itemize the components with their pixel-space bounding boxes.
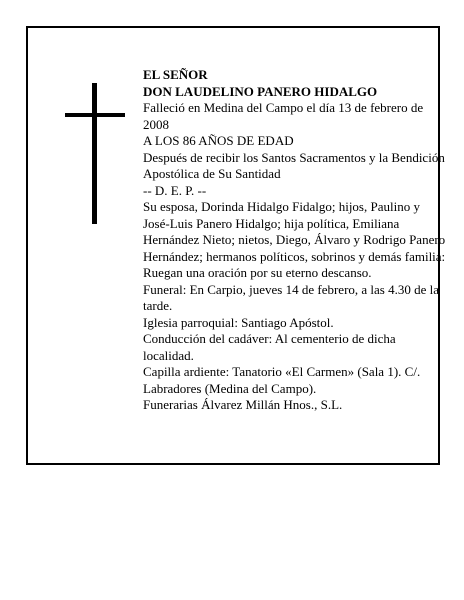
- family-members: Su esposa, Dorinda Hidalgo Fidalgo; hijos, Paulino y José-Luis Panero Hidalgo; hija política, Emiliana Hernández Nieto; nietos, Diego, Álvaro y Rodrigo Panero Hernández; hermanos políticos, sobrinos y demás familia:: [143, 199, 446, 264]
- deceased-name: DON LAUDELINO PANERO HIDALGO: [143, 83, 378, 99]
- prayer-request: Ruegan una oración por su eterno descanso.: [143, 265, 372, 280]
- cross-vertical-bar: [92, 83, 97, 224]
- honorific-title: EL SEÑOR: [143, 67, 208, 82]
- age-at-death: A LOS 86 AÑOS DE EDAD: [143, 133, 294, 148]
- rip-line: -- D. E. P. --: [143, 182, 207, 198]
- funeral-home: Funerarias Álvarez Millán Hnos., S.L.: [143, 397, 343, 412]
- conduction-details: Conducción del cadáver: Al cementerio de dicha localidad.: [143, 331, 396, 363]
- sacraments-text: Después de recibir los Santos Sacramentos y la Bendición Apostólica de Su Santidad: [143, 149, 445, 181]
- cross-horizontal-bar: [65, 113, 125, 117]
- obituary-text: [143, 67, 449, 414]
- obituary-notice: [26, 26, 446, 465]
- death-details: Falleció en Medina del Campo el día 13 de febrero de 2008: [143, 100, 424, 132]
- church-details: Iglesia parroquial: Santiago Apóstol.: [143, 314, 334, 330]
- funeral-details: Funeral: En Carpio, jueves 14 de febrero, a las 4.30 de la tarde.: [143, 281, 440, 313]
- chapel-details: Capilla ardiente: Tanatorio «El Carmen» (Sala 1). C/. Labradores (Medina del Campo).: [143, 364, 421, 396]
